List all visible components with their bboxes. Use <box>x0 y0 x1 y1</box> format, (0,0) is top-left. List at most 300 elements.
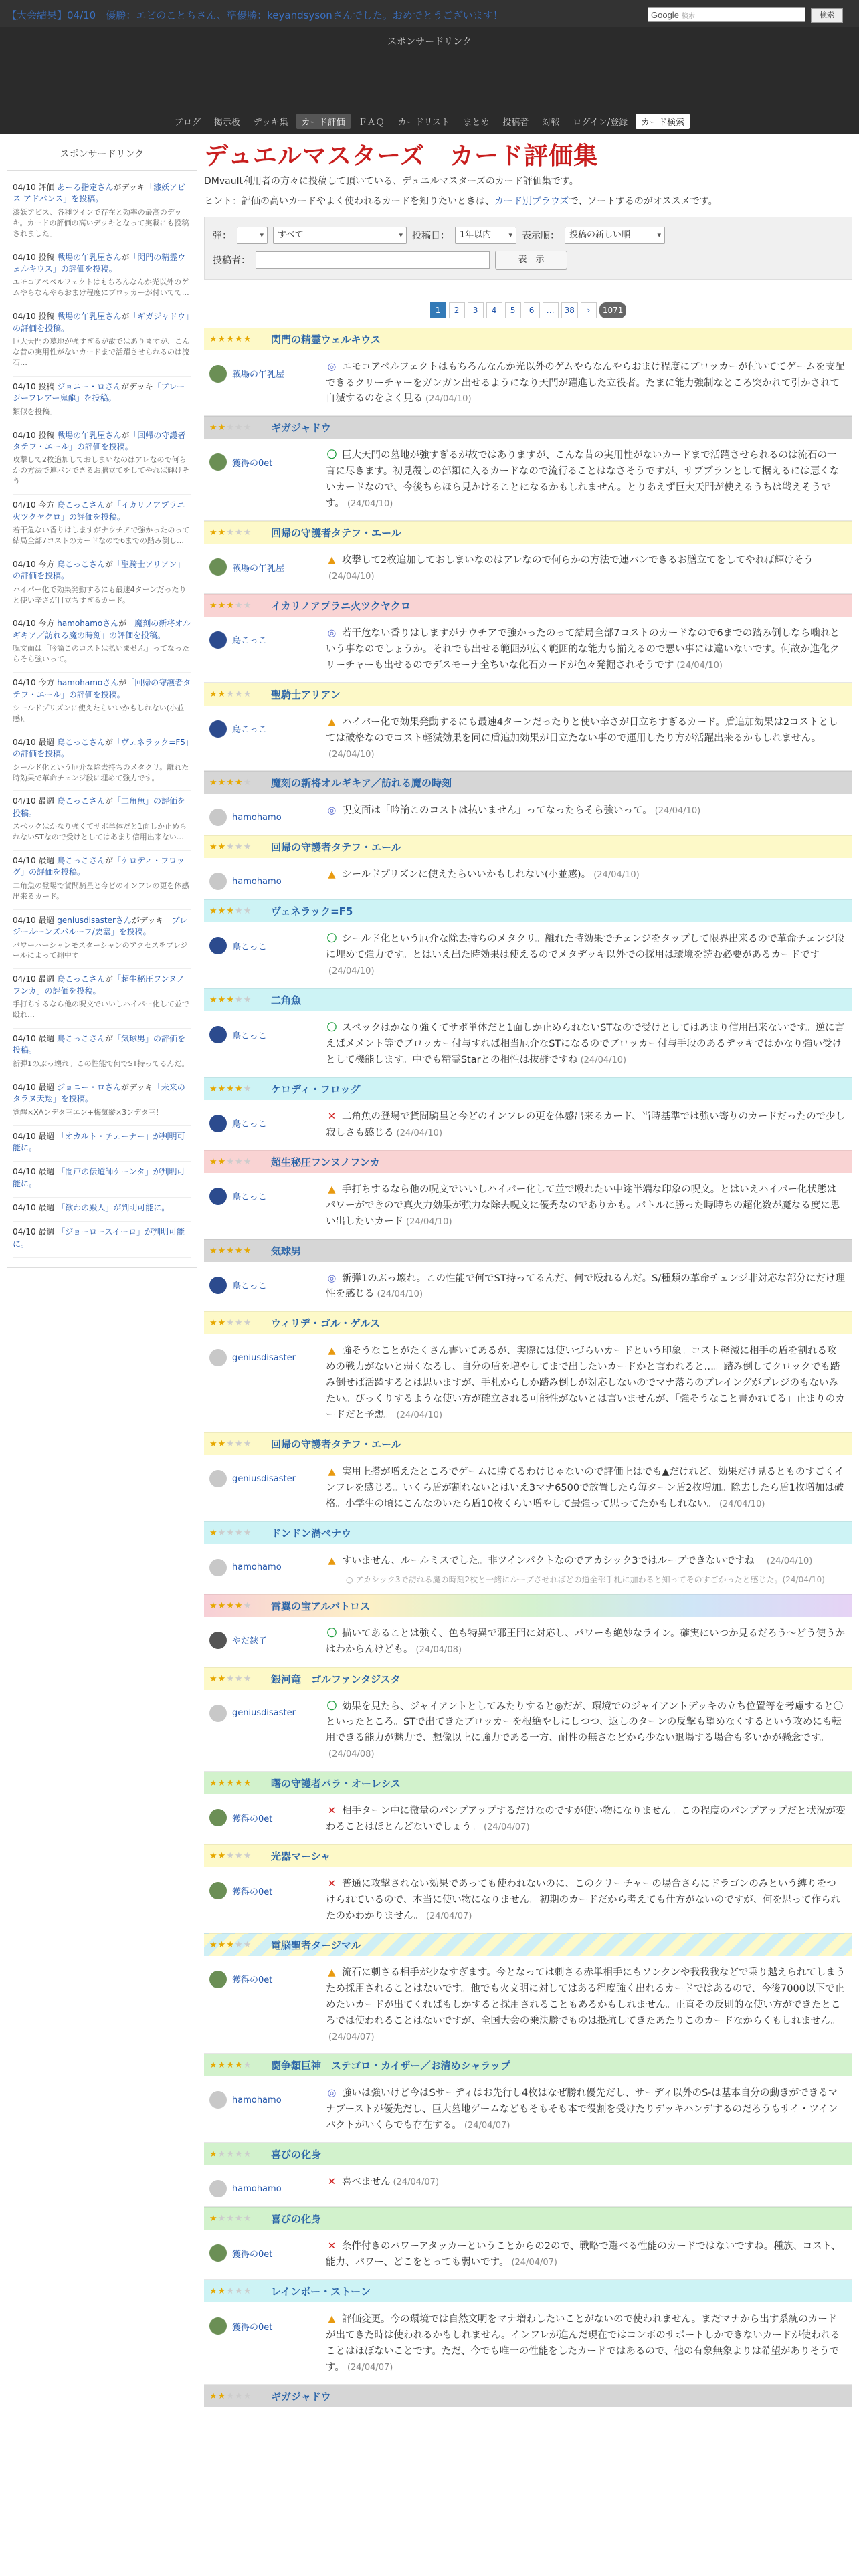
activity-type: 最週 <box>38 915 58 925</box>
reviewer-name-link[interactable]: やだ鋏子 <box>232 1636 268 1647</box>
review-text-block <box>326 1109 846 1142</box>
star-icon: ★ <box>243 778 252 788</box>
reviewer <box>209 1470 326 1487</box>
activity-user-link[interactable]: 鳥こっこさん <box>57 856 106 866</box>
card-name-link[interactable]: 回帰の守護者タテフ・エール <box>271 841 401 854</box>
star-rating <box>209 995 267 1005</box>
activity-card-link[interactable]: 「ケロディ・フロッグ」の評価を投稿。 <box>13 856 185 877</box>
activity-user-link[interactable]: ジョニー・ロさん <box>57 381 122 391</box>
activity-verb: が <box>105 559 114 569</box>
reviewer-name-link[interactable]: 獲得の0et <box>232 458 273 469</box>
avatar[interactable] <box>209 1705 227 1722</box>
card-name-link[interactable]: 電脳聖者タージマル <box>271 1939 361 1951</box>
rating-mark-icon: ◎ <box>327 1273 337 1284</box>
star-icon: ★ <box>209 334 218 344</box>
review-entry <box>204 1772 852 1844</box>
review-text: ハイパー化で効果発動するにも最速4ターンだったりと使い辛さが目立ちすぎるカード。盾追加効果は2コストとしては破格なのでコスト軽減効果を同に盾追加効果が目立たない事ので運用したり方が活躍出来るかもしれません。 <box>326 716 838 744</box>
activity-card-link[interactable]: 「超生秘圧フンヌノフンカ」の評価を投稿。 <box>13 974 185 996</box>
page-link[interactable]: 1 <box>430 302 446 318</box>
reviewer <box>209 2091 326 2109</box>
nav-item[interactable]: まとめ <box>463 118 490 128</box>
activity-user-link[interactable]: hamohamoさん <box>57 678 119 688</box>
review-text: シールドプリズンに使えたらいいかもしれない(小並感)。 <box>342 869 591 881</box>
reviewer-name-link[interactable]: 鳥こっこ <box>232 942 267 952</box>
rating-mark-icon: ▲ <box>328 2314 336 2325</box>
reviewer <box>209 1349 326 1366</box>
page-link[interactable]: 4 <box>486 302 502 318</box>
reviewer-name-link[interactable]: hamohamo <box>232 2183 282 2194</box>
sidebar-activity-item <box>13 1162 191 1198</box>
page-title: デュエルマスターズ カード評価集 <box>204 142 599 170</box>
sidebar-activity-item <box>13 732 191 792</box>
star-rating <box>209 601 267 611</box>
avatar[interactable] <box>209 558 227 576</box>
card-name-link[interactable]: ドンドン渦ペナウ <box>271 1527 352 1539</box>
activity-card-link[interactable]: 「未来のタラヌ天翔」を投稿。 <box>13 1082 185 1104</box>
activity-card-link[interactable]: 「ブレージーフレアー鬼龍」を投稿。 <box>13 381 185 403</box>
sidebar-activity-item <box>13 910 191 970</box>
activity-date: 04/10 <box>13 312 36 322</box>
star-icon: ★ <box>234 906 244 917</box>
review-entry <box>204 1594 852 1667</box>
activity-card-link[interactable]: 「閃門の精霊ウェルキウス」の評価を投稿。 <box>13 252 186 274</box>
review-text: 流石に刺さる相手が少なすぎます。今となっては刺さる赤単相手にもソンクンや我我我などで乗り越えられてしまうため採用されることはないです。他でも火文明に対してはある程度強く出れるカードではあるので、今後7000以下で止めたいカードが出てくればもしかすると採用されることもあるかもしれません。正直その反則的な使い方ができたところでは使われることはないですが、全国大会の乗決勝でものは抵抗してきたあたりこのカードなからくもしれません。 <box>326 1967 846 2026</box>
review-card-header <box>204 988 852 1011</box>
reviewer <box>209 1115 326 1132</box>
star-rating <box>209 2060 267 2070</box>
page-link[interactable]: … <box>543 302 559 318</box>
avatar[interactable] <box>209 2091 227 2109</box>
star-icon: ★ <box>209 1778 218 1789</box>
avatar[interactable] <box>209 453 227 471</box>
activity-line <box>13 677 191 701</box>
nav-item[interactable]: カード評価 <box>296 114 351 129</box>
activity-date: 04/10 <box>13 856 36 866</box>
nav-item[interactable]: ログイン/登録 <box>573 118 628 128</box>
activity-date: 04/10 <box>13 183 36 192</box>
avatar[interactable] <box>209 1277 227 1294</box>
review-card-header <box>204 1432 852 1455</box>
card-name-link[interactable]: 気球男 <box>271 1245 302 1257</box>
review-text: 呪文面は「吟論このコストは払いません」ってなったらそら強いって。 <box>342 805 652 817</box>
reviewer <box>209 937 326 954</box>
card-name-link[interactable]: ギガジャドウ <box>271 422 331 435</box>
activity-card-link[interactable]: 「漆妖アビス アドバンス」を投稿。 <box>13 183 186 204</box>
review-card-header <box>204 1667 852 1690</box>
star-icon: ★ <box>226 842 235 853</box>
avatar[interactable] <box>209 2180 227 2197</box>
reviewer-name-link[interactable]: 鳥こっこ <box>232 1192 267 1203</box>
nav-item[interactable]: デッキ集 <box>253 118 288 128</box>
reviewer-name-link[interactable]: 獲得の0et <box>232 2249 273 2260</box>
reviewer-name-link[interactable]: 獲得の0et <box>232 1814 273 1824</box>
card-name-link[interactable]: 光器マーシャ <box>271 1850 331 1863</box>
review-entry <box>204 2280 852 2385</box>
reviewer-name-link[interactable]: geniusdisaster <box>232 1352 296 1363</box>
reviewer-name-link[interactable]: 戦場の午乳屋 <box>232 370 285 381</box>
star-icon: ★ <box>209 906 218 917</box>
activity-user-link[interactable]: あーる指定さん <box>57 183 114 192</box>
reviewer-name-link[interactable]: hamohamo <box>232 876 282 887</box>
star-icon: ★ <box>209 423 218 433</box>
activity-card-link[interactable]: 「聖騎士アリアン」の評価を投稿。 <box>13 559 185 581</box>
reviewer-name-link[interactable]: 鳥こっこ <box>232 725 267 736</box>
rating-mark-icon: ▲ <box>328 869 336 881</box>
avatar[interactable] <box>209 2244 227 2262</box>
star-icon: ★ <box>209 842 218 853</box>
reviewer-name-link[interactable]: geniusdisaster <box>232 1473 296 1484</box>
avatar[interactable] <box>209 1971 227 1988</box>
activity-user-link[interactable]: 鳥こっこさん <box>57 796 106 807</box>
star-icon: ★ <box>243 334 252 344</box>
reviewer-name-link[interactable]: 鳥こっこ <box>232 1031 267 1041</box>
poster-input[interactable] <box>256 251 490 269</box>
star-icon: ★ <box>226 1527 235 1538</box>
page-link[interactable]: › <box>581 302 597 318</box>
activity-date: 04/10 <box>13 1082 36 1092</box>
card-name-link[interactable]: ギガジャドウ <box>271 2390 331 2403</box>
star-icon: ★ <box>226 600 235 611</box>
nav-item[interactable]: 対戦 <box>542 118 560 128</box>
star-icon: ★ <box>226 2060 235 2071</box>
avatar[interactable] <box>209 720 227 738</box>
card-name-link[interactable]: 喜びの化身 <box>271 2213 322 2226</box>
activity-type: 最週 <box>38 1131 58 1141</box>
star-icon: ★ <box>243 2214 252 2224</box>
card-name-link[interactable]: 闘争類巨神 ステゴロ・カイザー／お清めシャラップ <box>271 2060 511 2072</box>
star-icon: ★ <box>243 2286 252 2297</box>
browse-by-card-link[interactable]: カード別ブラウズ <box>494 195 569 207</box>
reviewer-name-link[interactable]: 鳥こっこ <box>232 1119 267 1130</box>
tournament-notice[interactable]: 【大会結果】04/10 優勝：エビのことちさん、準優勝：keyandsysonさんでした。おめでとうございます！ <box>7 9 503 21</box>
header-top-bar <box>0 0 859 27</box>
nav-item[interactable]: 掲示板 <box>213 118 240 128</box>
review-date: (24/04/10) <box>377 1289 423 1300</box>
activity-line <box>13 1226 191 1250</box>
review-card-header <box>204 594 852 617</box>
card-name-link[interactable]: 聖騎士アリアン <box>271 688 341 701</box>
card-name-link[interactable]: 雷翼の宝アルバトロス <box>271 1600 371 1612</box>
activity-type: 最週 <box>38 856 58 866</box>
avatar[interactable] <box>209 1115 227 1132</box>
avatar[interactable] <box>209 1470 227 1487</box>
avatar[interactable] <box>209 1188 227 1205</box>
card-name-link[interactable]: 超生秘圧フンヌノフンカ <box>271 1156 380 1168</box>
search-input[interactable] <box>648 7 805 22</box>
card-name-link[interactable]: 曙の守護者パラ・オーレシス <box>271 1778 401 1790</box>
reviewer-name-link[interactable]: geniusdisaster <box>232 1708 296 1719</box>
sponsor-link-header: スポンサードリンク <box>387 37 472 47</box>
reviewer <box>209 558 326 576</box>
reviewer-name-link[interactable]: hamohamo <box>232 1562 282 1573</box>
avatar[interactable] <box>209 1026 227 1043</box>
activity-date: 04/10 <box>13 1203 36 1213</box>
star-icon: ★ <box>217 528 227 538</box>
activity-line <box>13 618 191 641</box>
star-icon: ★ <box>217 2060 227 2071</box>
page-link[interactable]: 2 <box>449 302 465 318</box>
review-date: (24/04/10) <box>425 394 472 405</box>
reviewer-name-link[interactable]: 鳥こっこ <box>232 636 267 647</box>
review-date: (24/04/07) <box>393 2177 440 2188</box>
star-icon: ★ <box>217 778 227 788</box>
review-text-block <box>326 867 846 891</box>
review-card-header <box>204 416 852 439</box>
star-rating <box>209 423 267 433</box>
reviewer-name-link[interactable]: 戦場の午乳屋 <box>232 563 285 574</box>
star-icon: ★ <box>209 1527 218 1538</box>
review-text: 効果を見たら、ジャイアントとしてみたりすると◎だが、環境でのジャイアントデッキの立ち位置等を考慮すると〇といったところ。STで出てきたブロッカーを根絶やしにしつつ、返しのターンの反撃も望めなくするという攻めにも転用できる能力が魅力で、想像以上に強力である一方、耐性の無さなどから少ない退場する場合も多いかが懸念です。 <box>326 1701 844 1744</box>
star-icon: ★ <box>243 1318 252 1329</box>
reviewer <box>209 1559 326 1576</box>
reviewer <box>209 631 326 649</box>
activity-card-link[interactable]: 「闇戸の伝道師ケーンタ」が判明可能に。 <box>13 1167 185 1188</box>
card-name-link[interactable]: ウィリデ・ゴル・ゲルス <box>271 1317 381 1330</box>
star-icon: ★ <box>234 1778 244 1789</box>
set-select[interactable]: すべて ▾ <box>273 227 407 244</box>
activity-user-link[interactable]: 鳥こっこさん <box>57 500 106 510</box>
card-name-link[interactable]: イカリノアプラニ火ツクヤクロ <box>271 599 411 612</box>
review-date: (24/04/10) <box>328 571 375 582</box>
review-date: (24/04/10) <box>347 499 393 510</box>
review-card-header <box>204 2385 852 2407</box>
nav-item[interactable]: カードリスト <box>397 118 450 128</box>
rating-mark-icon: ◎ <box>327 2088 337 2099</box>
page-link[interactable]: 38 <box>561 302 578 318</box>
activity-line <box>13 311 191 334</box>
star-icon: ★ <box>217 689 227 700</box>
activity-user-link[interactable]: 鳥こっこさん <box>57 559 106 569</box>
star-icon: ★ <box>226 2149 235 2160</box>
activity-snippet: 新弾1のぶっ壊れ。この性能で何でST持ってるんだ。 <box>13 1059 189 1068</box>
activity-line <box>13 1033 191 1057</box>
nav-item[interactable]: ＦＡＱ <box>358 118 385 128</box>
star-icon: ★ <box>243 1156 252 1167</box>
star-icon: ★ <box>234 1527 244 1538</box>
review-body <box>204 858 852 899</box>
activity-line <box>13 381 191 405</box>
review-card-header <box>204 2054 852 2076</box>
star-icon: ★ <box>226 1439 235 1450</box>
card-name-link[interactable]: 喜びの化身 <box>271 2149 322 2161</box>
star-icon: ★ <box>209 1851 218 1862</box>
review-text-block <box>326 448 846 512</box>
sidebar-activity-item <box>13 554 191 614</box>
review-card-header <box>204 1311 852 1334</box>
avatar[interactable] <box>209 1882 227 1899</box>
nav-item[interactable]: 投稿者 <box>502 118 529 128</box>
reviewer-name-link[interactable]: 獲得の0et <box>232 1975 273 1986</box>
card-name-link[interactable]: ケロディ・フロッグ <box>271 1083 361 1095</box>
review-text: 描いてあることは強く、色も特異で邪王門に対応し、パワーも絶妙なライン。確実にいつか見るだろう〜どう使うかはわからんけども。 <box>326 1628 846 1655</box>
activity-type: 最週 <box>38 1227 58 1237</box>
card-name-link[interactable]: 二角魚 <box>271 994 302 1007</box>
sidebar-activity-item <box>13 177 191 247</box>
star-icon: ★ <box>226 778 235 788</box>
activity-user-link[interactable]: geniusdisasterさん <box>57 915 132 925</box>
card-name-link[interactable]: 魔刻の新将オルギキア／訪れる魔の時刻 <box>271 777 452 790</box>
star-icon: ★ <box>217 2391 227 2401</box>
review-text: 評価変更。今の環境では自然文明をマナ増わしたいことがないので使われません。まだマナから出す系統のカードが出てきた時は使われるかもしれません。インフレが進んだ現在ではコンボのサポートしかできないカードが使われることはほぼないことです。ただ、今でも唯一の性能をしたカードではあるので、他の有象無象よりは希望がありそうです。 <box>326 2314 840 2373</box>
activity-date: 04/10 <box>13 796 36 807</box>
reviewer-name-link[interactable]: hamohamo <box>232 812 282 823</box>
star-rating <box>209 1940 267 1950</box>
reviewer-name-link[interactable]: 獲得の0et <box>232 2322 273 2333</box>
review-text-block <box>326 1465 846 1513</box>
avatar[interactable] <box>209 1632 227 1649</box>
review-text-block <box>326 1965 846 2046</box>
activity-card-link[interactable]: 「イカリノアプラニ火ツクヤクロ」の評価を投稿。 <box>13 500 185 522</box>
card-name-link[interactable]: ヴェネラック=F5 <box>271 905 353 918</box>
review-card-header <box>204 1150 852 1173</box>
star-icon: ★ <box>234 689 244 700</box>
activity-card-link[interactable]: 「気球男」の評価を投稿。 <box>13 1034 186 1055</box>
star-rating <box>209 1246 267 1256</box>
reviewer-name-link[interactable]: 鳥こっこ <box>232 1281 267 1292</box>
activity-line <box>13 1082 191 1105</box>
activity-user-link[interactable]: ジョニー・ロさん <box>57 1082 122 1092</box>
activity-date: 04/10 <box>13 678 36 688</box>
review-entry <box>204 416 852 521</box>
star-icon: ★ <box>234 1673 244 1684</box>
reviewer-name-link[interactable]: hamohamo <box>232 2095 282 2105</box>
star-icon: ★ <box>226 1851 235 1862</box>
reply-text: アカシック3で訪れる魔の時刻2枚と一緒にループさせればどの道全部手札に加わると知ってそのすごかったと感じた。(24/04/10) <box>355 1574 825 1584</box>
sort-order-select[interactable]: 投稿の新しい順 ▾ <box>565 227 665 244</box>
star-icon: ★ <box>209 1939 218 1950</box>
search-button[interactable]: 検索 <box>811 8 843 23</box>
review-text-block <box>326 1021 846 1069</box>
card-name-link[interactable]: レインボー・ストーン <box>271 2286 371 2298</box>
avatar[interactable] <box>209 1809 227 1826</box>
activity-card-link[interactable]: 「ジョーロースイーロ」が判明可能に。 <box>13 1227 185 1249</box>
avatar[interactable] <box>209 2317 227 2335</box>
nav-item[interactable]: カード検索 <box>636 114 690 129</box>
activity-card-link[interactable]: 「回帰の守護者タテフ・エール」の評価を投稿。 <box>13 678 191 700</box>
reply-icon: ○ <box>346 1574 356 1584</box>
review-entry <box>204 2143 852 2207</box>
activity-verb: が <box>121 430 130 440</box>
reviewer <box>209 2180 326 2197</box>
activity-user-link[interactable]: 戦場の午乳屋さん <box>57 252 122 262</box>
activity-card-link[interactable]: 「魔刻の新将オルギキア／訪れる魔の時刻」の評価を投稿。 <box>13 619 191 640</box>
star-icon: ★ <box>234 995 244 1006</box>
star-icon: ★ <box>226 2391 235 2401</box>
avatar[interactable] <box>209 1559 227 1576</box>
review-card-header <box>204 1772 852 1794</box>
review-text: 喜べません <box>342 2177 391 2188</box>
card-name-link[interactable]: 回帰の守護者タテフ・エール <box>271 527 401 540</box>
page-link[interactable]: 3 <box>468 302 484 318</box>
review-text: 普通に攻撃されない効果であっても使われないのに、このクリーチャーの場合さらにドラゴンのみという縛りをつけられているので、本当に使い物になりません。初期のカードだから考えても仕方がないのですが、何を思って作られたのかわかりません。 <box>326 1879 841 1921</box>
review-entry <box>204 1521 852 1594</box>
avatar[interactable] <box>209 365 227 383</box>
star-icon: ★ <box>234 1600 244 1611</box>
avatar[interactable] <box>209 873 227 890</box>
avatar[interactable] <box>209 809 227 826</box>
star-icon: ★ <box>217 2286 227 2297</box>
activity-verb: がデッキ <box>121 1082 153 1092</box>
attribute-select[interactable] <box>237 227 268 244</box>
activity-user-link[interactable]: 鳥こっこさん <box>57 974 106 984</box>
card-name-link[interactable]: 閃門の精霊ウェルキウス <box>271 333 381 346</box>
activity-date: 04/10 <box>13 430 36 440</box>
poster-label: 投稿者： <box>213 255 250 266</box>
sidebar-activity-item <box>13 247 191 307</box>
activity-user-link[interactable]: 鳥こっこさん <box>57 1034 106 1044</box>
activity-card-link[interactable]: 「二角魚」の評価を投稿。 <box>13 796 186 818</box>
reviewer-name-link[interactable]: 獲得の0et <box>232 1887 273 1897</box>
sidebar-activity-item <box>13 425 191 496</box>
activity-user-link[interactable]: 戦場の午乳屋さん <box>57 430 122 440</box>
star-icon: ★ <box>226 423 235 433</box>
date-range-select[interactable]: 1年以内 ▾ <box>455 227 516 244</box>
avatar[interactable] <box>209 631 227 649</box>
hint-suffix: で、ソートするのがオススメです。 <box>569 195 718 207</box>
activity-date: 04/10 <box>13 619 36 629</box>
review-date: (24/04/10) <box>396 1128 443 1138</box>
star-icon: ★ <box>226 906 235 917</box>
star-icon: ★ <box>217 2149 227 2160</box>
activity-type: 今方 <box>38 500 58 510</box>
show-button[interactable]: 表 示 <box>495 251 567 270</box>
review-entry <box>204 1077 852 1150</box>
review-card-header <box>204 2207 852 2230</box>
rating-mark-icon: 〇 <box>326 934 337 945</box>
activity-user-link[interactable]: hamohamoさん <box>57 619 119 629</box>
star-icon: ★ <box>217 334 227 344</box>
review-entry <box>204 2385 852 2407</box>
card-name-link[interactable]: 回帰の守護者タテフ・エール <box>271 1438 401 1451</box>
review-body <box>204 2165 852 2207</box>
star-icon: ★ <box>226 995 235 1006</box>
review-body <box>204 1617 852 1667</box>
star-icon: ★ <box>209 1083 218 1094</box>
avatar[interactable] <box>209 1349 227 1366</box>
star-icon: ★ <box>234 528 244 538</box>
activity-user-link[interactable]: 鳥こっこさん <box>57 737 106 747</box>
review-text: 手打ちするなら他の呪文でいいしハイパー化して並で殴れたい中途半端な印象の呪文。とはいえハイパー化状態はパワーができので真火力効果が強力な除去呪文に優秀なのでありかも。パトルに勝った時時ちの超化数が魔なる度に思い出したいカード <box>326 1184 840 1227</box>
review-text: 新弾1のぶっ壊れ。この性能で何でST持ってるんだ、何で殴れるんだ。S/種類の革命チェンジ非対応な部分にだけ理性を感じる <box>326 1273 845 1300</box>
activity-user-link[interactable]: 戦場の午乳屋さん <box>57 312 122 322</box>
review-date: (24/04/10) <box>406 1216 452 1227</box>
star-icon: ★ <box>217 600 227 611</box>
reviewer <box>209 1809 326 1826</box>
star-rating <box>209 1439 267 1449</box>
nav-item[interactable]: ブログ <box>174 118 201 128</box>
activity-card-link[interactable]: 「ヴェネラック=F5」の評価を投稿。 <box>13 737 189 759</box>
star-icon: ★ <box>226 1939 235 1950</box>
activity-card-link[interactable]: 「回帰の守護者タテフ・エール」の評価を投稿。 <box>13 430 186 451</box>
activity-card-link[interactable]: 「ブレジールーンズバルーフ/要塞」を投稿。 <box>13 915 188 937</box>
review-body <box>204 1794 852 1844</box>
review-body <box>204 1455 852 1521</box>
avatar[interactable] <box>209 937 227 954</box>
star-icon: ★ <box>243 2060 252 2071</box>
review-entry <box>204 1239 852 1312</box>
page-link[interactable]: 6 <box>524 302 540 318</box>
star-rating <box>209 2214 267 2224</box>
recent-activity-list <box>7 170 197 1268</box>
reviewer <box>209 1277 326 1294</box>
activity-card-link[interactable]: 「オカルト・チェーナー」が判明可能に。 <box>13 1131 185 1152</box>
star-icon: ★ <box>234 842 244 853</box>
activity-date: 04/10 <box>13 737 36 747</box>
page-link[interactable]: 5 <box>505 302 521 318</box>
activity-card-link[interactable]: 「ギガジャドウ」の評価を投稿。 <box>13 312 190 333</box>
activity-card-link[interactable]: 「歓わの殿人」が判明可能に。 <box>57 1203 170 1213</box>
card-name-link[interactable]: 銀河竜 ゴルファンタジスタ <box>271 1673 401 1685</box>
